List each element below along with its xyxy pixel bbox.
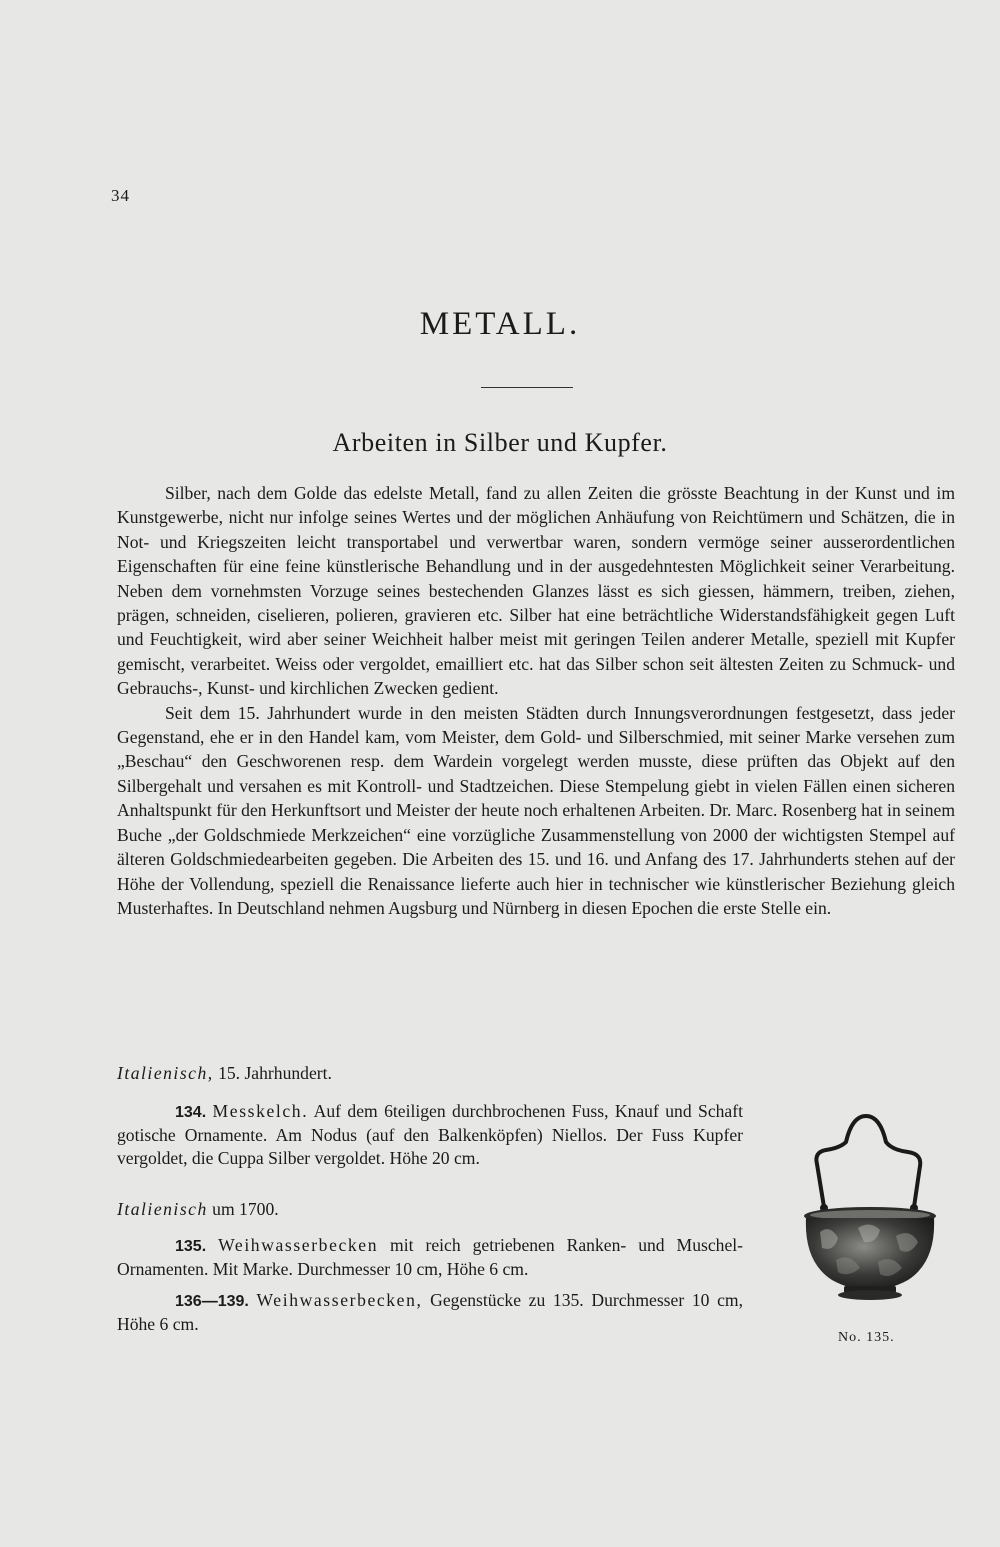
origin-heading [117, 1198, 743, 1221]
entry-name: Weihwasserbecken, [256, 1290, 423, 1310]
holy-water-bucket-illustration [800, 1112, 940, 1312]
entry-number: 136—139. [175, 1293, 249, 1310]
origin-period: 15. Jahrhundert. [213, 1063, 332, 1083]
entry-description: Auf dem 6teiligen durchbrochenen Fuss, Knauf und Schaft gotische Ornamente. Am Nodus (auf den Balkenköpfen) Niellos. Der Fuss Kupfer vergoldet, die Cuppa Silber vergoldet. Höhe 20 cm. [117, 1101, 743, 1168]
catalog-entry [117, 1234, 743, 1281]
paragraph-hallmarks: Seit dem 15. Jahrhundert wurde in den meisten Städten durch Innungsverordnungen festgesetzt, dass jeder Gegenstand, ehe er in den Handel kam, vom Meister, dem Gold- und Silberschmied, mit seiner Marke versehen zum „Beschau“ den Geschworenen resp. dem Wardein vorgelegt werden musste, diese prüften das Objekt auf den Silbergehalt und versahen es mit Kontroll- und Stadtzeichen. Diese Stempelung giebt in vielen Fällen einen sicheren Anhaltspunkt für den Herkunftsort und Meister der heute noch erhaltenen Arbeiten. Dr. Marc. Rosenberg hat in seinem Buche „der Goldschmiede Merkzeichen“ eine vorzügliche Zusammenstellung von 2000 der wichtigsten Stempel auf älteren Goldschmiedearbeiten gegeben. Die Arbeiten des 15. und 16. und Anfang des 17. Jahrhunderts stehen auf der Höhe der Vollendung, speziell die Renaissance lieferte auch hier in technischer wie künstlerischer Beziehung gleich Musterhaftes. In Deutschland nehmen Augsburg und Nürnberg in diesen Epochen die erste Stelle ein. [117, 702, 955, 918]
catalog-entry [117, 1289, 743, 1336]
handle-shape [816, 1116, 920, 1207]
entry-name: Weihwasserbecken [218, 1235, 379, 1255]
origin-place: Italienisch [117, 1199, 208, 1219]
title-divider [481, 387, 573, 388]
entry-number: 135. [175, 1238, 207, 1255]
entry-name: Messkelch. [212, 1101, 309, 1121]
page-number: 34 [111, 186, 130, 205]
origin-heading [117, 1062, 743, 1085]
figure-caption: No. 135. [838, 1330, 895, 1345]
entry-description: Gegenstücke zu 135. Durchmesser 10 cm, Höhe 6 cm. [117, 1290, 743, 1334]
catalog-entries [117, 1062, 743, 1336]
origin-period: um 1700. [207, 1199, 279, 1219]
intro-text [117, 481, 955, 920]
origin-place: Italienisch, [117, 1063, 214, 1083]
subtitle: Arbeiten in Silber und Kupfer. [332, 428, 668, 457]
paragraph-silver: Silber, nach dem Golde das edelste Metall, fand zu allen Zeiten die grösste Beachtung in der Kunst und im Kunstgewerbe, nicht nur infolge seines Wertes und der möglichen Anhäufung von Reichtümern und Schätzen, die in Not- und Kriegszeiten leicht transportabel und verwertbar waren, sondern vermöge seiner ausserordentlichen Eigenschaften für eine feine künstlerische Behandlung und in der ausgedehntesten Möglichkeit seiner Verarbeitung. Neben dem vornehmsten Vorzuge seines bestechenden Glanzes lässt es sich giessen, hämmern, treiben, ziehen, prägen, schneiden, ciselieren, polieren, gravieren etc. Silber hat eine beträchtliche Widerstandsfähigkeit gegen Luft und Feuchtigkeit, wird aber seiner Weichheit halber meist mit geringen Teilen anderer Metalle, speziell mit Kupfer gemischt, verarbeitet. Weiss oder vergoldet, emailliert etc. hat das Silber schon seit ältesten Zeiten zu Schmuck- und Gebrauchs-, Kunst- und kirchlichen Zwecken gedient. [117, 483, 955, 699]
entry-number: 134. [175, 1104, 207, 1121]
entry-description: mit reich getriebenen Ranken- und Muschel-Ornamenten. Mit Marke. Durchmesser 10 cm, Höhe 6 cm. [117, 1235, 743, 1279]
section-title: METALL. [419, 306, 581, 342]
catalog-entry [117, 1100, 743, 1170]
